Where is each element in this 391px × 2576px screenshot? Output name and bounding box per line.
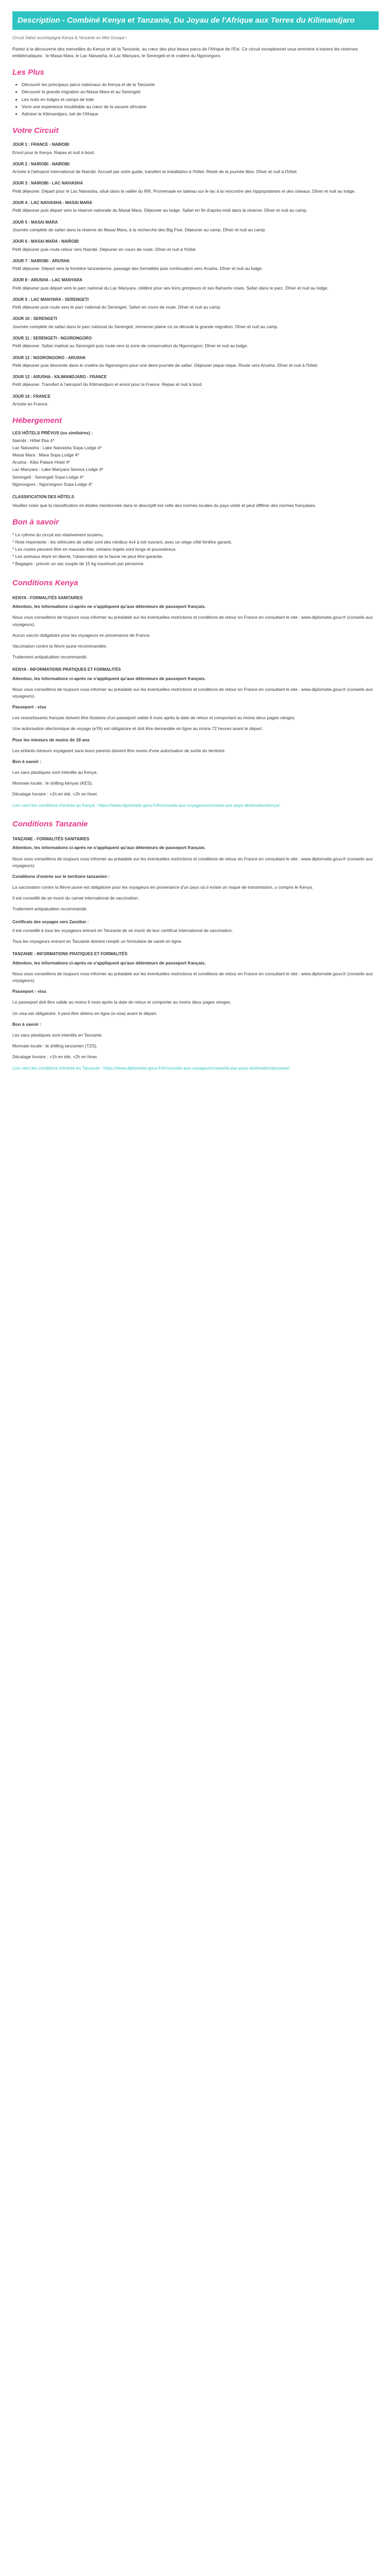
highlight-item: • Vivre une expérience inoubliable au cœur de la savane africaine (22, 104, 379, 110)
day-label: JOUR 12 : NGORONGORO - ARUSHA (12, 355, 86, 360)
bon-heading: Bon à savoir (12, 518, 59, 527)
section-line: Nous vous conseillons de toujours vous informer au préalable sur les éventuelles restrictions et conditions de retour en France en consultant le site : www.diplomatie.gouv.fr (conseils aux voyageurs). (12, 615, 373, 627)
hotel-item: Arusha : Kibo Palace Hotel 4* (12, 460, 70, 465)
day-label: JOUR 4 : LAC NAIVASHA - MASAI MARA (12, 200, 92, 206)
day-text: Petit déjeuner puis route retour vers Nairobi. Déjeuner en cours de route. Dîner et nuit à l'hôtel. (12, 246, 197, 252)
day-label: JOUR 3 : NAIROBI - LAC NAIVASHA (12, 181, 83, 186)
section-line: Bon à savoir : (12, 758, 42, 764)
section-heading: KENYA - INFORMATIONS PRATIQUES ET FORMALITÉS (12, 667, 121, 672)
day-label: JOUR 13 : ARUSHA - KILIMANDJARO - FRANCE (12, 375, 107, 380)
conditions-tanzanie (12, 836, 379, 1072)
section-line: Attention, les informations ci-après ne s'appliquent qu'aux détenteurs de passeport français. (12, 960, 206, 965)
page-title: Description - Combiné Kenya et Tanzanie, Du Joyau de l'Afrique aux Terres du Kilimandjaro (12, 11, 379, 30)
day-label: JOUR 11 : SERENGETI - NGORONGORO (12, 335, 92, 341)
section-line: Traitement antipaludéen recommandé. (12, 906, 88, 912)
section-line: Lien vers les conditions d'entrée en Tanzanie : https://www.diplomatie.gouv.fr/fr/conseils-aux-voyageurs/conseils-par-pays-destination/tanzanie/ (12, 1065, 290, 1071)
day-label: JOUR 14 : FRANCE (12, 394, 51, 399)
day-text: Arrivée à l'aéroport international de Nairobi. Accueil par votre guide, transfert et installation à l'hôtel. Reste de la journée libre. Dîner et nuit à l'hôtel. (12, 169, 298, 175)
section-line: Décalage horaire : +1h en été, +2h en hiver. (12, 1054, 98, 1060)
section-line: Passeport - visa (12, 989, 46, 994)
hotel-item: Masai Mara : Mara Sopa Lodge 4* (12, 452, 79, 457)
hebergement-heading: Hébergement (12, 416, 62, 426)
section-line: Passeport - visa (12, 704, 46, 710)
day-label: JOUR 10 : SERENGETI (12, 316, 57, 321)
classification-text: Veuillez noter que la classification en étoiles mentionnée dans le descriptif est celle des normes locales du pays visité et peut différer des normes françaises. (12, 503, 317, 509)
section-heading: Certificats des voyages vers Zanzibar : (12, 919, 89, 924)
subtitle: Circuit Safari accompagné Kenya & Tanzanie en Mini Groupe ! (12, 36, 127, 41)
section-line: Les sacs plastiques sont interdits au Kenya. (12, 770, 98, 775)
hotel-item: Ngorongoro : Ngorongoro Sopa Lodge 4* (12, 481, 93, 487)
section-line: Le passeport doit être valide au moins 6 mois après la date de retour et comporter au moins deux pages vierges. (12, 999, 232, 1005)
section-line: Nous vous conseillons de toujours vous informer au préalable sur les éventuelles restrictions et conditions de retour en France en consultant le site : www.diplomatie.gouv.fr (conseils aux voyageurs). (12, 971, 373, 984)
section-line: Attention, les informations ci-après ne s'appliquent qu'aux détenteurs de passeport français. (12, 845, 206, 851)
hotel-item: Serengeti : Serengeti Sopa Lodge 4* (12, 474, 84, 480)
section-line: Nous vous conseillons de toujours vous informer au préalable sur les éventuelles restrictions et conditions de retour en France en consultant le site : www.diplomatie.gouv.fr (conseils aux voyageurs). (12, 856, 373, 868)
section-heading: TANZANIE - INFORMATIONS PRATIQUES ET FORMALITÉS (12, 952, 128, 957)
day-text: Arrivée en France. (12, 401, 48, 407)
hebergement-intro: LES HÔTELS PRÉVUS (ou similaires) : (12, 430, 93, 436)
day-text: Envol pour le Kenya. Repas et nuit à bord. (12, 149, 95, 155)
day-text: Petit déjeuner puis descente dans le cratère du Ngorongoro pour une demi-journée de safari. Déjeuner pique-nique. Route vers Arusha. Dîner et nuit à l'hôtel. (12, 362, 319, 368)
bon-item: * Les routes peuvent être en mauvais état, certains trajets sont longs et poussiéreux. (12, 547, 177, 552)
section-line: Attention, les informations ci-après ne s'appliquent qu'aux détenteurs de passeport français. (12, 675, 206, 681)
day-label: JOUR 5 : MASAI MARA (12, 219, 58, 225)
section-line: Monnaie locale : le shilling tanzanien (TZS). (12, 1043, 97, 1049)
day-text: Journée complète de safari dans la réserve du Masai Mara, à la recherche des Big Five. Déjeuner au camp. Dîner et nuit au camp. (12, 227, 266, 232)
section-heading: TANZANIE - FORMALITÉS SANITAIRES (12, 837, 90, 842)
hotels-list (12, 437, 379, 488)
section-line: Tous les voyageurs entrant en Tanzanie doivent remplir un formulaire de santé en ligne. (12, 939, 183, 944)
day-text: Petit déjeuner. Safari matinal au Serengeti puis route vers la zone de conservation du Ngorongoro. Dîner et nuit au lodge. (12, 343, 248, 349)
section-line: Lien vers les conditions d'entrée au Kenya : https://www.diplomatie.gouv.fr/fr/conseils-aux-voyageurs/conseils-par-pays-destination/kenya/ (12, 802, 280, 808)
bon-item: * Note importante : les véhicules de safari sont des minibus 4x4 à toit ouvrant, avec un siège côté fenêtre garanti. (12, 539, 232, 545)
day-text: Petit déjeuner. Transfert à l'aéroport du Kilimandjaro et envol pour la France. Repas et nuit à bord. (12, 382, 203, 387)
day-text: Petit déjeuner puis route vers le parc national du Serengeti. Safari en cours de route. Dîner et nuit au camp. (12, 304, 221, 310)
itinerary-heading: Votre Circuit (12, 126, 59, 135)
itinerary-list (12, 142, 379, 408)
section-line: Les ressortissants français doivent être titulaires d'un passeport valide 6 mois après la date de retour et comportant au moins deux pages vierges. (12, 715, 296, 721)
section-line: Décalage horaire : +1h en été, +2h en hiver. (12, 791, 98, 797)
hotel-item: Nairobi : Hôtel Eka 4* (12, 437, 55, 443)
hotel-item: Lac Manyara : Lake Manyara Serena Lodge 4* (12, 467, 104, 472)
bon-item: * Bagages : prévoir un sac souple de 15 kg maximum par personne. (12, 561, 145, 567)
day-label: JOUR 6 : MASAI MARA - NAIROBI (12, 239, 79, 244)
bon-item: * Le rythme du circuit est relativement soutenu. (12, 532, 104, 537)
day-text: Journée complète de safari dans le parc national du Serengeti, immense plaine où se déroule la grande migration. Dîner et nuit au camp. (12, 324, 279, 329)
day-label: JOUR 1 : FRANCE - NAIROBI (12, 142, 70, 147)
day-text: Petit déjeuner. Départ vers la frontière tanzanienne, passage des formalités puis continuation vers Arusha. Dîner et nuit au lodge. (12, 266, 263, 272)
page (0, 11, 391, 1072)
section-line: Monnaie locale : le shilling kényan (KES). (12, 781, 93, 786)
highlights-list (12, 81, 379, 117)
bon-list (12, 532, 379, 568)
classification-heading: CLASSIFICATION DES HÔTELS (12, 494, 74, 499)
section-line: Aucun vaccin obligatoire pour les voyageurs en provenance de France. (12, 632, 151, 638)
conditions-kenya-heading: Conditions Kenya (12, 578, 78, 587)
highlight-item: • Les nuits en lodges et camps de toile (22, 96, 379, 103)
day-label: JOUR 2 : NAIROBI - NAIROBI (12, 161, 70, 166)
day-text: Petit déjeuner puis départ vers le parc national du Lac Manyara, célèbre pour ses lions grimpeurs et ses flamants roses. Safari dans le parc. Dîner et nuit au lodge. (12, 285, 329, 291)
section-line: Pour les mineurs de moins de 18 ans (12, 737, 90, 742)
hotel-item: Lac Naivasha : Lake Naivasha Sopa Lodge 4* (12, 445, 102, 450)
section-line: Les enfants mineurs voyageant sans leurs parents doivent être munis d'une autorisation de sortie du territoire. (12, 748, 226, 753)
day-label: JOUR 8 : ARUSHA - LAC MANYARA (12, 278, 83, 283)
day-text: Petit déjeuner. Départ pour le Lac Naivasha, situé dans la vallée du Rift. Promenade en bateau sur le lac à la rencontre des hippopotames et des oiseaux. Dîner et nuit au lodge. (12, 188, 356, 194)
section-heading: KENYA - FORMALITÉS SANITAIRES (12, 595, 83, 600)
section-line: Vaccination contre la fièvre jaune recommandée. (12, 643, 107, 649)
highlights-heading: Les Plus (12, 67, 44, 77)
section-line: Il est conseillé à tous les voyageurs entrant en Tanzanie de se munir de leur certificat international de vaccination. (12, 928, 233, 934)
section-line: Les sacs plastiques sont interdits en Tanzanie. (12, 1032, 103, 1038)
section-line: Bon à savoir : (12, 1021, 42, 1027)
day-text: Petit déjeuner puis départ vers la réserve nationale du Masai Mara. Déjeuner au lodge. Safari en fin d'après-midi dans la réserve. Dîner et nuit au camp. (12, 208, 307, 213)
section-line: Traitement antipaludéen recommandé. (12, 654, 88, 660)
section-line: Il est conseillé de se munir du carnet international de vaccination. (12, 895, 139, 901)
section-line: Une autorisation électronique de voyage (eTA) est obligatoire et doit être demandée en ligne au moins 72 heures avant le départ. (12, 726, 263, 732)
section-line: La vaccination contre la fièvre jaune est obligatoire pour les voyageurs en provenance d'un pays où il existe un risque de transmission, y compris le Kenya. (12, 885, 313, 890)
section-line: Conditions d'entrée sur le territoire tanzanien : (12, 873, 110, 879)
conditions-tanzanie-heading: Conditions Tanzanie (12, 819, 88, 828)
conditions-kenya (12, 595, 379, 809)
intro-text: Partez à la découverte des merveilles du Kenya et de la Tanzanie, au cœur des plus beaux parcs de l'Afrique de l'Est. Ce circuit exceptionnel vous emmène à travers les réserves emblématiques : le Masai Mara, le Lac Naivasha, le Lac Manyara, le Serengeti et le cratère du Ngorongoro. (12, 46, 358, 58)
day-label: JOUR 7 : NAIROBI - ARUSHA (12, 258, 70, 263)
section-line: Nous vous conseillons de toujours vous informer au préalable sur les éventuelles restrictions et conditions de retour en France en consultant le site : www.diplomatie.gouv.fr (conseils aux voyageurs). (12, 686, 373, 699)
day-label: JOUR 9 : LAC MANYARA - SERENGETI (12, 297, 89, 302)
section-line: Attention, les informations ci-après ne s'appliquent qu'aux détenteurs de passeport français. (12, 604, 206, 609)
section-line: Un visa est obligatoire. Il peut être obtenu en ligne (e-visa) avant le départ. (12, 1010, 157, 1016)
content (0, 35, 391, 1071)
bon-item: * Les animaux étant en liberté, l'observation de la faune ne peut être garantie. (12, 554, 164, 560)
highlight-item: • Découvrir la grande migration au Masai Mara et au Serengeti (22, 89, 379, 95)
highlight-item: • Admirer le Kilimandjaro, toit de l'Afrique (22, 111, 379, 117)
highlight-item: • Découvrir les principaux parcs nationaux du Kenya et de la Tanzanie (22, 81, 379, 88)
